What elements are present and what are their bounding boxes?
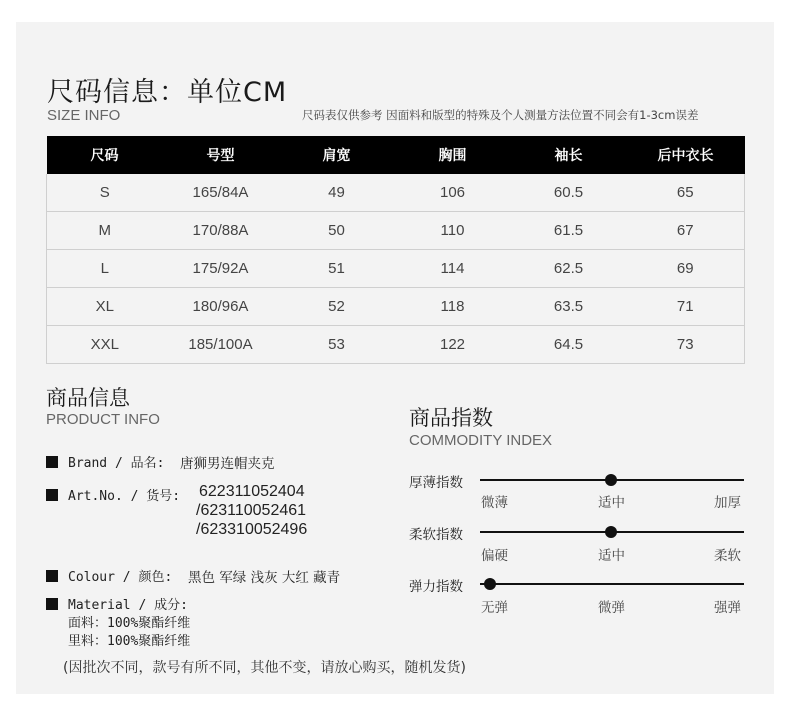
table-cell: 73 [627, 326, 745, 364]
bullet-icon [46, 489, 58, 501]
bullet-icon [46, 598, 58, 610]
table-row [47, 212, 745, 250]
table-cell: 50 [279, 212, 395, 250]
table-cell: M [47, 212, 163, 250]
material-label: Material / 成分: [68, 598, 188, 613]
commodity-index-subtitle: COMMODITY INDEX [409, 432, 553, 449]
softness-index-marker [605, 526, 617, 538]
table-cell: 63.5 [511, 288, 627, 326]
colour-label: Colour / 颜色: [68, 570, 173, 585]
table-cell: 170/88A [163, 212, 279, 250]
table-cell: 51 [279, 250, 395, 288]
table-row [47, 250, 745, 288]
table-cell: 60.5 [511, 174, 627, 212]
table-cell: 62.5 [511, 250, 627, 288]
material-line: 面料：100%聚酯纤维 [68, 616, 191, 631]
table-cell: 122 [395, 326, 511, 364]
thickness-tick-low: 微薄 [481, 495, 508, 511]
commodity-index-title: 商品指数 [409, 406, 493, 430]
table-cell: 175/92A [163, 250, 279, 288]
table-cell: 71 [627, 288, 745, 326]
header-sleeve: 袖长 [511, 136, 627, 174]
elasticity-index-label: 弹力指数 [409, 579, 463, 595]
elasticity-index-track [480, 583, 744, 585]
size-info-subtitle: SIZE INFO [47, 107, 121, 124]
table-cell: 67 [627, 212, 745, 250]
bullet-icon [46, 570, 58, 582]
table-cell: 53 [279, 326, 395, 364]
table-cell: S [47, 174, 163, 212]
table-cell: XXL [47, 326, 163, 364]
table-row [47, 288, 745, 326]
material-line: 里料：100%聚酯纤维 [68, 634, 191, 649]
table-cell: 114 [395, 250, 511, 288]
artno-value: 622311052404 [199, 483, 305, 500]
elasticity-tick-high: 强弹 [714, 600, 741, 616]
table-cell: 61.5 [511, 212, 627, 250]
artno-value: /623110052461 [196, 502, 307, 519]
table-cell: 165/84A [163, 174, 279, 212]
table-row [47, 174, 745, 212]
table-cell: 106 [395, 174, 511, 212]
table-row [47, 326, 745, 364]
colour-value: 黑色 军绿 浅灰 大红 藏青 [188, 570, 341, 586]
softness-tick-mid: 适中 [598, 548, 625, 564]
header-chest: 胸围 [395, 136, 511, 174]
table-cell: 185/100A [163, 326, 279, 364]
size-info-note: 尺码表仅供参考 因面料和版型的特殊及个人测量方法位置不同会有1-3cm误差 [302, 108, 699, 122]
brand-label: Brand / 品名: [68, 456, 165, 471]
softness-tick-high: 柔软 [714, 548, 741, 564]
header-length: 后中衣长 [627, 136, 745, 174]
brand-value: 唐狮男连帽夹克 [180, 456, 275, 472]
softness-index-label: 柔软指数 [409, 527, 463, 543]
header-shoulder: 肩宽 [279, 136, 395, 174]
size-info-title: 尺码信息：单位CM [47, 77, 288, 108]
table-cell: 110 [395, 212, 511, 250]
size-table [46, 136, 745, 364]
thickness-tick-high: 加厚 [714, 495, 741, 511]
table-cell: 52 [279, 288, 395, 326]
header-size: 尺码 [47, 136, 163, 174]
table-cell: 180/96A [163, 288, 279, 326]
product-info-title: 商品信息 [46, 386, 130, 410]
thickness-tick-mid: 适中 [598, 495, 625, 511]
thickness-index-marker [605, 474, 617, 486]
artno-value: /623310052496 [196, 521, 308, 538]
elasticity-tick-low: 无弹 [481, 600, 508, 616]
artno-label: Art.No. / 货号: [68, 489, 181, 504]
table-cell: 118 [395, 288, 511, 326]
elasticity-index-marker [484, 578, 496, 590]
table-cell: 65 [627, 174, 745, 212]
table-cell: XL [47, 288, 163, 326]
product-info-subtitle: PRODUCT INFO [46, 411, 160, 428]
table-header-row [47, 136, 745, 174]
table-cell: 49 [279, 174, 395, 212]
table-cell: L [47, 250, 163, 288]
softness-tick-low: 偏硬 [481, 548, 508, 564]
thickness-index-label: 厚薄指数 [409, 475, 463, 491]
table-cell: 69 [627, 250, 745, 288]
header-model: 号型 [163, 136, 279, 174]
elasticity-tick-mid: 微弹 [598, 600, 625, 616]
bullet-icon [46, 456, 58, 468]
table-cell: 64.5 [511, 326, 627, 364]
footnote: (因批次不同，款号有所不同，其他不变，请放心购买，随机发货) [63, 660, 466, 676]
